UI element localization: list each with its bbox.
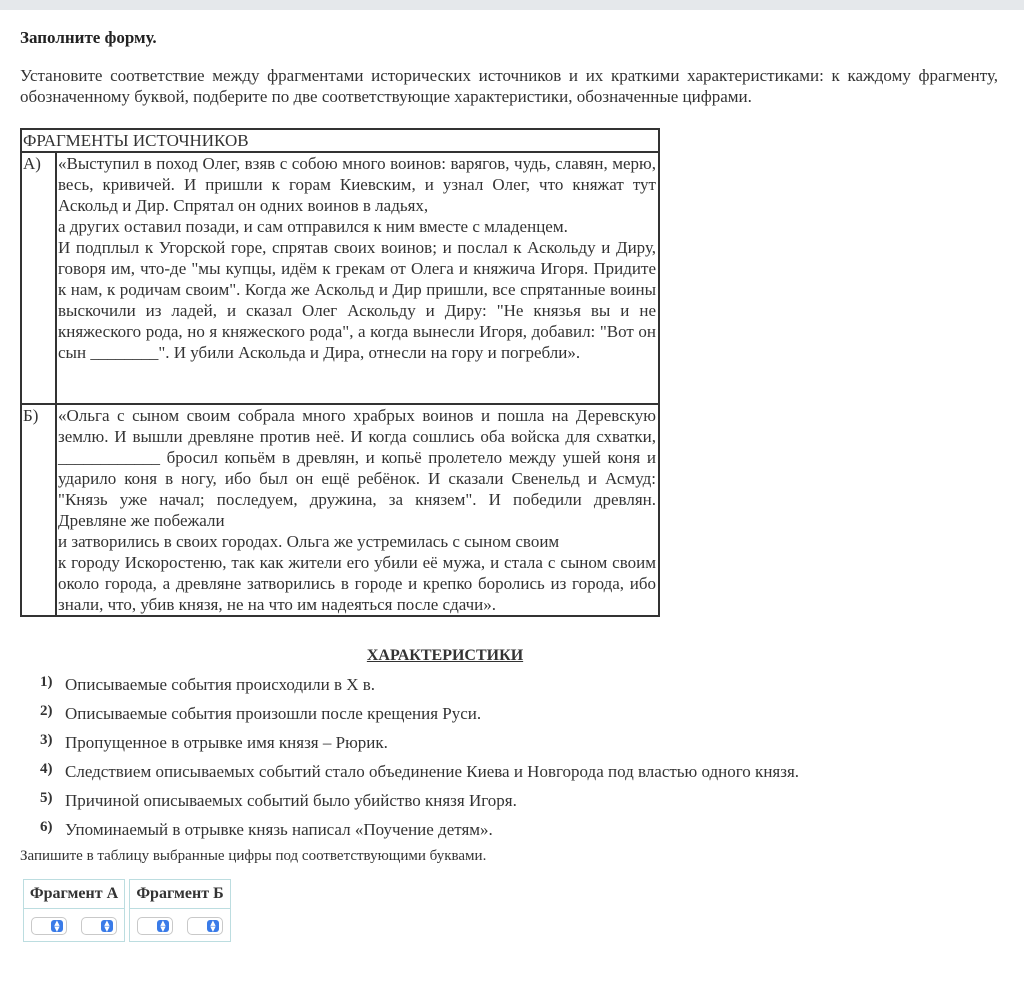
fragment-b-paragraph: и затворились в своих городах. Ольга же устремилась с сыном своим — [58, 532, 560, 551]
item-text: Следствием описываемых событий стало объединение Киева и Новгорода под властью одного князя. — [65, 762, 800, 781]
item-text: Описываемые события произошли после крещения Руси. — [65, 704, 482, 723]
fragment-text-a — [56, 152, 659, 404]
list-item — [36, 674, 996, 703]
item-number: 6) — [40, 819, 53, 835]
answer-b-select-1[interactable] — [137, 917, 173, 935]
fragment-b-paragraph: «Ольга с сыном своим собрала много храбрых воинов и пошла на Деревскую землю. И вышли древляне против неё. И когда сошлись оба войска для схватки, ____________ бросил копьём в древлян, и копьё пролетело между ушей коня и ударило коня в ногу, ибо был он ещё ребёнок. И сказали Свенельд и Асмуд: "Князь уже начал; последуем, дружина, за князем". И победили древлян. Древляне же побежали — [58, 406, 656, 530]
page-title: Заполните форму. — [20, 28, 157, 47]
list-item — [36, 790, 996, 819]
characteristics-list — [36, 674, 996, 848]
fragment-row-a — [21, 152, 659, 404]
item-number: 1) — [40, 674, 53, 690]
answer-table — [23, 879, 231, 942]
item-number: 4) — [40, 761, 53, 777]
fragment-row-b — [21, 404, 659, 616]
select-arrows-icon: ▲ ▼ — [101, 920, 113, 932]
task-instruction: Установите соответствие между фрагментами исторических источников и их краткими характеристиками: к каждому фрагменту, обозначенному буквой, подберите по две соответствующие характеристики, обозначенные цифрами. — [20, 66, 998, 106]
list-item — [36, 761, 996, 790]
fragment-a-paragraph: «Выступил в поход Олег, взяв с собою много воинов: варягов, чудь, славян, мерю, весь, кривичей. И пришли к горам Киевским, и узнал Олег, что княжат тут Аскольд и Дир. Спрятал он одних воинов в ладьях, — [58, 154, 656, 215]
select-arrows-icon: ▲ ▼ — [51, 920, 63, 932]
fragments-table — [20, 128, 660, 617]
fragments-header: ФРАГМЕНТЫ ИСТОЧНИКОВ — [21, 129, 659, 152]
fragment-letter-b: Б) — [21, 404, 56, 616]
answer-instruction: Запишите в таблицу выбранные цифры под соответствующими буквами. — [20, 848, 487, 864]
answer-header-a: Фрагмент А — [24, 880, 124, 909]
item-text: Описываемые события происходили в X в. — [65, 675, 376, 694]
fragment-a-paragraph: а других оставил позади, и сам отправился к ним вместе с младенцем. — [58, 217, 568, 236]
list-item — [36, 732, 996, 761]
item-number: 3) — [40, 732, 53, 748]
answer-a-select-2[interactable] — [81, 917, 117, 935]
fragment-letter-a: А) — [21, 152, 56, 404]
item-text: Причиной описываемых событий было убийство князя Игоря. — [65, 791, 517, 810]
answer-header-b: Фрагмент Б — [130, 880, 230, 909]
item-number: 2) — [40, 703, 53, 719]
answer-column-b — [129, 879, 231, 942]
characteristics-title: ХАРАКТЕРИСТИКИ — [366, 647, 524, 664]
item-number: 5) — [40, 790, 53, 806]
fragment-text-b — [56, 404, 659, 616]
fragment-b-paragraph: к городу Искоростеню, так как жители его убили её мужа, и стала с сыном своим около города, а древляне затворились в городе и крепко боролись из города, ибо знали, что, убив князя, не на что им надеяться после сдачи». — [58, 553, 656, 614]
select-arrows-icon: ▲ ▼ — [207, 920, 219, 932]
top-bar — [0, 0, 1024, 10]
answer-b-select-2[interactable] — [187, 917, 223, 935]
answer-a-select-1[interactable] — [31, 917, 67, 935]
answer-column-a — [23, 879, 125, 942]
list-item — [36, 703, 996, 732]
fragment-a-paragraph: И подплыл к Угорской горе, спрятав своих воинов; и послал к Аскольду и Диру, говоря им, что-де "мы купцы, идём к грекам от Олега и княжича Игоря. Придите к нам, к родичам своим". Когда же Аскольд и Дир пришли, все спрятанные воины выскочили из ладей, и сказал Олег Аскольду и Диру: "Не князья вы и не княжеского рода, но я княжеского рода", а когда вынесли Игоря, добавил: "Вот он сын ________". И убили Аскольда и Дира, отнесли на гору и погребли». — [58, 238, 656, 362]
list-item — [36, 819, 996, 848]
answer-selects-b — [130, 909, 230, 935]
item-text: Упоминаемый в отрывке князь написал «Поучение детям». — [65, 820, 493, 839]
item-text: Пропущенное в отрывке имя князя – Рюрик. — [65, 733, 388, 752]
select-arrows-icon: ▲ ▼ — [157, 920, 169, 932]
answer-selects-a — [24, 909, 124, 935]
